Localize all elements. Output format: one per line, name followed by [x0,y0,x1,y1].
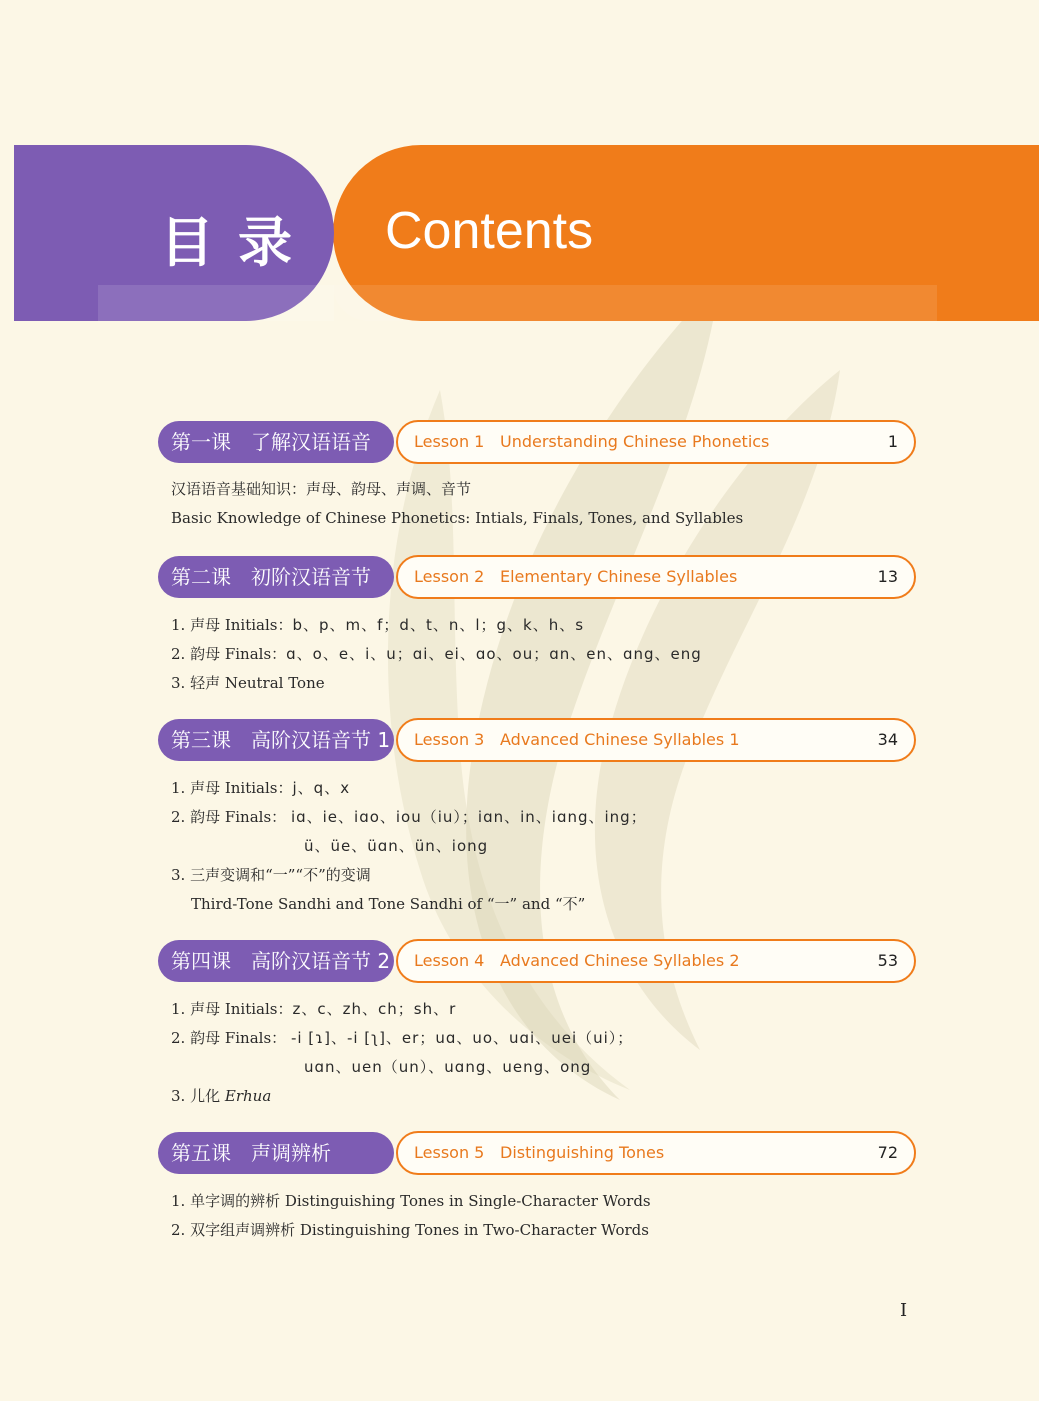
lesson-1-line-1: 汉语语音基础知识：声母、韵母、声调、音节 [171,480,472,498]
lesson-4-finals-a: -i [ɿ]、-i [ʅ]、er；uɑ、uo、uɑi、uei（ui）； [290,1029,634,1047]
lesson-5-page-number: 72 [877,1143,898,1162]
lesson-1-chinese-title: 第一课 了解汉语语音 [158,421,394,463]
lesson-4-finals-label: 2. 韵母 Finals： [171,1029,287,1047]
lesson-1-number: Lesson 1 [414,432,485,451]
lesson-3-finals-a: iɑ、ie、iɑo、iou（iu）；iɑn、in、iɑng、ing； [290,808,647,826]
lesson-2-heading[interactable] [158,555,912,599]
lesson-4-english-title: Advanced Chinese Syllables 2 [500,951,740,970]
lesson-5-line-1: 1. 单字调的辨析 Distinguishing Tones in Single-Character Words [171,1192,651,1210]
lesson-3-heading[interactable] [158,718,912,762]
lesson-5-english-pill [396,1131,916,1175]
lesson-1-page-number: 1 [887,432,898,451]
lesson-1-line-2: Basic Knowledge of Chinese Phonetics: Intials, Finals, Tones, and Syllables [171,509,744,527]
lesson-1-english-title: Understanding Chinese Phonetics [500,432,770,451]
lesson-4-erhua-label: 3. 儿化 [171,1087,221,1105]
lesson-3-initials-label: 1. 声母 Initials： [171,779,293,797]
lesson-1-english-pill [396,420,916,464]
lesson-2-initials: b、p、m、f；d、t、n、l；g、k、h、s [292,616,585,634]
lesson-1-heading[interactable] [158,420,912,464]
contents-banner [0,145,1039,321]
lesson-3-initials: j、q、x [292,779,351,797]
lesson-4-finals-b: uɑn、uen（un）、uɑng、ueng、ong [304,1058,592,1076]
lesson-4-heading[interactable] [158,939,912,983]
lesson-3-english-title: Advanced Chinese Syllables 1 [500,730,740,749]
lesson-3-page-number: 34 [877,730,898,749]
lesson-4-erhua-italic: Erhua [224,1087,272,1105]
lesson-4-chinese-title: 第四课 高阶汉语音节 2 [158,940,394,982]
lesson-2-contents [171,611,702,698]
lesson-5-chinese-title: 第五课 声调辨析 [158,1132,394,1174]
lesson-2-initials-label: 1. 声母 Initials： [171,616,293,634]
lesson-3-chinese-title: 第三课 高阶汉语音节 1 [158,719,394,761]
lesson-3-sandhi-cn: 3. 三声变调和“一”“不”的变调 [171,866,371,884]
banner-orange-strip [333,285,937,321]
lesson-4-english-pill [396,939,916,983]
page-number: I [900,1300,908,1321]
lesson-3-sandhi-en: Third-Tone Sandhi and Tone Sandhi of “一” and “不” [191,895,586,913]
lesson-4-initials-label: 1. 声母 Initials： [171,1000,293,1018]
lesson-2-english-title: Elementary Chinese Syllables [500,567,738,586]
lesson-4-page-number: 53 [877,951,898,970]
lesson-2-english-pill [396,555,916,599]
lesson-3-contents [171,774,647,919]
lesson-5-contents [171,1187,651,1245]
lesson-3-english-pill [396,718,916,762]
lesson-1-contents [171,475,743,533]
lesson-5-line-2: 2. 双字组声调辨析 Distinguishing Tones in Two-Character Words [171,1221,649,1239]
title-english: Contents [385,202,594,260]
lesson-3-finals-label: 2. 韵母 Finals： [171,808,287,826]
lesson-2-number: Lesson 2 [414,567,485,586]
banner-purple-strip [98,285,334,321]
lesson-2-chinese-title: 第二课 初阶汉语音节 [158,556,394,598]
lesson-2-page-number: 13 [877,567,898,586]
lesson-5-number: Lesson 5 [414,1143,485,1162]
lesson-2-finals-label: 2. 韵母 Finals： [171,645,287,663]
lesson-4-initials: z、c、zh、ch；sh、r [292,1000,457,1018]
lesson-5-heading[interactable] [158,1131,912,1175]
lesson-3-number: Lesson 3 [414,730,485,749]
lesson-2-finals: ɑ、o、e、i、u；ɑi、ei、ɑo、ou；ɑn、en、ɑng、eng [286,645,702,663]
lesson-4-number: Lesson 4 [414,951,485,970]
lesson-2-neutral-tone: 3. 轻声 Neutral Tone [171,674,325,692]
lesson-3-finals-b: ü、üe、üɑn、ün、iong [304,837,489,855]
lesson-5-english-title: Distinguishing Tones [500,1143,665,1162]
title-chinese: 目录 [160,211,316,274]
lesson-4-contents [171,995,633,1111]
